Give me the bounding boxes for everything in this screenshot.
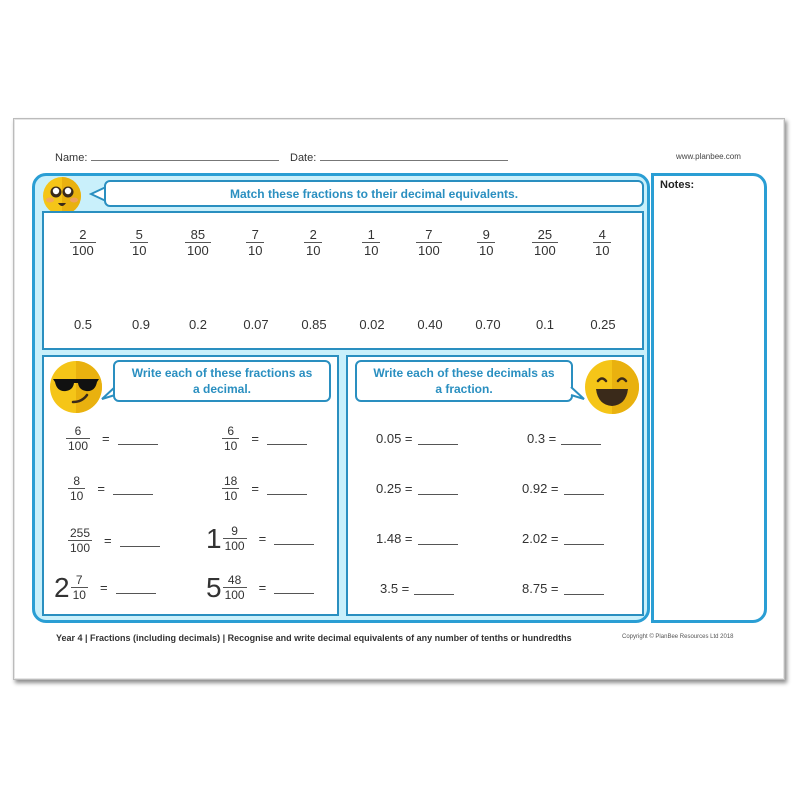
whole-number: 5 <box>206 571 222 603</box>
numerator: 4 <box>598 227 606 242</box>
whole-number: 2 <box>54 571 70 603</box>
numerator: 7 <box>75 573 83 587</box>
numerator: 7 <box>251 227 259 242</box>
answer-blank[interactable] <box>414 582 454 595</box>
equals-sign: = <box>251 431 259 446</box>
numerator: 18 <box>224 474 238 488</box>
match-fraction[interactable] <box>246 227 264 258</box>
match-decimal[interactable]: 0.1 <box>535 317 555 332</box>
denominator: 10 <box>479 243 494 258</box>
denominator: 100 <box>224 539 245 553</box>
numerator: 2 <box>79 227 87 242</box>
numerator: 6 <box>74 424 82 438</box>
match-instruction: Match these fractions to their decimal equivalents. <box>104 180 644 207</box>
numerator: 9 <box>482 227 490 242</box>
instruction-line: Write each of these decimals as <box>373 366 555 380</box>
match-fraction[interactable] <box>304 227 322 258</box>
answer-blank[interactable] <box>564 582 604 595</box>
denominator: 10 <box>248 243 263 258</box>
numerator: 1 <box>367 227 375 242</box>
denominator: 10 <box>132 243 147 258</box>
fraction <box>222 474 239 503</box>
match-fraction[interactable] <box>532 227 558 258</box>
fraction <box>222 424 239 453</box>
answer-blank[interactable] <box>113 482 153 495</box>
answer-blank[interactable] <box>118 432 158 445</box>
equals-sign: = <box>258 580 267 595</box>
decimal-prompt: 8.75 = <box>522 581 559 596</box>
numerator: 85 <box>190 227 206 242</box>
answer-blank[interactable] <box>418 432 458 445</box>
numerator: 6 <box>227 424 235 438</box>
match-fraction[interactable] <box>130 227 148 258</box>
decimal-question <box>522 531 604 546</box>
website-link: www.planbee.com <box>676 152 741 161</box>
mixed-number-question <box>206 524 314 553</box>
numerator: 8 <box>73 474 81 488</box>
match-fraction[interactable] <box>362 227 380 258</box>
decimal-to-fraction-instruction <box>355 360 573 402</box>
denominator: 10 <box>72 588 86 602</box>
fraction <box>68 526 92 555</box>
decimal-question <box>522 481 604 496</box>
fraction-question <box>222 424 307 453</box>
answer-blank[interactable] <box>564 532 604 545</box>
match-decimal[interactable]: 0.5 <box>73 317 93 332</box>
date-blank-line <box>320 150 508 161</box>
answer-blank[interactable] <box>561 432 601 445</box>
fraction <box>223 524 247 553</box>
fraction-question <box>222 474 307 503</box>
match-fraction[interactable] <box>416 227 442 258</box>
instruction-line: a fraction. <box>435 382 493 396</box>
notes-box[interactable] <box>651 173 767 623</box>
instruction-line: a decimal. <box>192 382 252 396</box>
fraction <box>68 474 85 503</box>
mixed-number-question <box>54 573 156 602</box>
fraction <box>71 573 88 602</box>
numerator: 255 <box>70 526 91 540</box>
match-fraction[interactable] <box>477 227 495 258</box>
match-decimal[interactable]: 0.02 <box>359 317 385 332</box>
numerator: 9 <box>231 524 238 538</box>
notes-label: Notes: <box>660 179 695 191</box>
denominator: 100 <box>534 243 556 258</box>
match-decimal[interactable]: 0.25 <box>590 317 616 332</box>
equals-sign: = <box>102 431 110 446</box>
sunglasses-emoji-icon <box>49 360 103 414</box>
answer-blank[interactable] <box>418 532 458 545</box>
decimal-prompt: 1.48 = <box>376 531 413 546</box>
decimal-question <box>376 431 458 446</box>
match-decimal[interactable]: 0.2 <box>188 317 208 332</box>
whole-number: 1 <box>206 522 222 554</box>
answer-blank[interactable] <box>116 581 156 594</box>
decimal-prompt: 0.05 = <box>376 431 413 446</box>
denominator: 100 <box>68 439 89 453</box>
name-blank-line <box>91 150 279 161</box>
footer-description: Year 4 | Fractions (including decimals) | Recognise and write decimal equivalents of any number of tenths or hundredths <box>56 633 572 643</box>
name-label: Name: <box>55 152 88 164</box>
match-fraction[interactable] <box>70 227 96 258</box>
numerator: 5 <box>135 227 143 242</box>
date-field[interactable] <box>290 150 508 164</box>
match-decimal[interactable]: 0.85 <box>301 317 327 332</box>
equals-sign: = <box>99 580 108 595</box>
pleading-face-emoji-icon <box>36 176 88 216</box>
decimal-prompt: 2.02 = <box>522 531 559 546</box>
denominator: 10 <box>364 243 379 258</box>
decimal-prompt: 0.3 = <box>527 431 557 446</box>
numerator: 25 <box>537 227 553 242</box>
answer-blank[interactable] <box>267 482 307 495</box>
decimal-prompt: 0.25 = <box>376 481 413 496</box>
denominator: 10 <box>70 489 84 503</box>
fraction <box>66 424 90 453</box>
denominator: 10 <box>224 439 238 453</box>
answer-blank[interactable] <box>274 581 314 594</box>
grinning-emoji-icon <box>584 359 640 415</box>
numerator: 48 <box>227 573 242 587</box>
match-fraction[interactable] <box>593 227 611 258</box>
fraction-question <box>66 424 158 453</box>
answer-blank[interactable] <box>267 432 307 445</box>
decimal-question <box>376 481 458 496</box>
fraction <box>223 573 247 602</box>
decimal-question <box>380 581 454 596</box>
equals-sign: = <box>97 481 105 496</box>
answer-blank[interactable] <box>418 482 458 495</box>
numerator: 2 <box>309 227 317 242</box>
denominator: 100 <box>224 588 245 602</box>
match-decimal[interactable]: 0.9 <box>131 317 151 332</box>
denominator: 10 <box>595 243 610 258</box>
decimal-prompt: 0.92 = <box>522 481 559 496</box>
match-decimal[interactable]: 0.70 <box>475 317 501 332</box>
date-label: Date: <box>290 152 317 164</box>
equals-sign: = <box>104 533 112 548</box>
denominator: 100 <box>72 243 94 258</box>
match-fraction[interactable] <box>185 227 211 258</box>
match-decimal[interactable]: 0.40 <box>417 317 443 332</box>
denominator: 10 <box>224 489 238 503</box>
instruction-line: Write each of these fractions as <box>131 366 313 380</box>
equals-sign: = <box>258 531 267 546</box>
answer-blank[interactable] <box>274 532 314 545</box>
mixed-number-question <box>206 573 314 602</box>
match-decimal[interactable]: 0.07 <box>243 317 269 332</box>
decimal-question <box>527 431 601 446</box>
denominator: 100 <box>187 243 209 258</box>
fraction-to-decimal-instruction <box>113 360 331 402</box>
decimal-question <box>376 531 458 546</box>
denominator: 100 <box>418 243 440 258</box>
equals-sign: = <box>251 481 259 496</box>
fraction-question <box>68 474 153 503</box>
denominator: 10 <box>306 243 321 258</box>
denominator: 100 <box>70 541 91 555</box>
numerator: 7 <box>425 227 433 242</box>
name-field[interactable] <box>55 150 279 164</box>
fraction-question <box>68 526 160 555</box>
answer-blank[interactable] <box>120 534 160 547</box>
answer-blank[interactable] <box>564 482 604 495</box>
decimal-question <box>522 581 604 596</box>
decimal-prompt: 3.5 = <box>380 581 410 596</box>
footer-copyright: Copyright © PlanBee Resources Ltd 2018 <box>622 634 734 640</box>
